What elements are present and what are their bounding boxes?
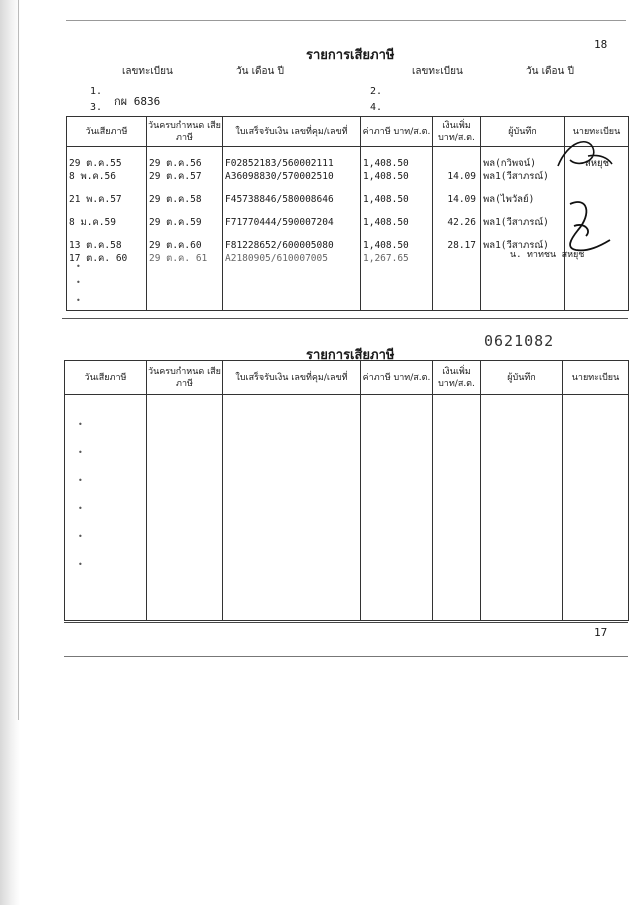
table-row: A2180905/610007005 — [225, 253, 328, 264]
col-header-recorder: ผู้บันทึก — [481, 361, 563, 395]
empty-cell — [433, 395, 481, 621]
empty-cell — [361, 395, 433, 621]
table-row: พล(กวิพจน์) — [483, 158, 536, 169]
tax-table-bottom — [64, 360, 629, 621]
margin-dot: • — [78, 560, 83, 569]
margin-dot: • — [76, 296, 81, 305]
page-bottom-edge — [64, 656, 628, 657]
table-row: F71770444/590007204 — [225, 217, 334, 228]
table-row: 17 ต.ค. 60 — [69, 253, 128, 264]
margin-dot: • — [78, 476, 83, 485]
col-header-due-date: วันครบกำหนด เสียภาษี — [147, 117, 223, 147]
table-row: 1,267.65 — [363, 253, 409, 264]
top-rule — [66, 20, 626, 21]
col-header-paid-date: วันเสียภาษี — [67, 117, 147, 147]
margin-dot: • — [78, 504, 83, 513]
table-row: 1,408.50 — [363, 158, 409, 169]
label-plate-right: เลขทะเบียน — [412, 66, 463, 77]
table-row: พล1(วีสาภรณ์) — [483, 217, 549, 228]
margin-dot: • — [76, 262, 81, 271]
col-header-due-date: วันครบกำหนด เสียภาษี — [147, 361, 223, 395]
page-number-bottom: 17 — [594, 626, 608, 639]
registrar-signature-1 — [548, 136, 618, 176]
page-number-top: 18 — [594, 38, 608, 51]
table-row: 13 ต.ค.58 — [69, 240, 122, 251]
table-row: 8 ม.ค.59 — [69, 217, 116, 228]
empty-cell — [563, 395, 629, 621]
table-row: 28.17 — [447, 240, 476, 251]
table-row: 29 ต.ค.58 — [149, 194, 202, 205]
table-row: พล(ไพวัลย์) — [483, 194, 535, 205]
margin-dot: • — [78, 448, 83, 457]
table-row: 29 ต.ค.57 — [149, 171, 202, 182]
registrar-note: สหยุช — [585, 158, 610, 169]
empty-cell — [481, 395, 563, 621]
table-row: 1,408.50 — [363, 194, 409, 205]
table-row: 42.26 — [447, 217, 476, 228]
col-surcharge — [433, 147, 481, 311]
scan-edge — [0, 0, 20, 905]
entry-3-number: 3. — [90, 102, 103, 113]
col-header-receipt: ใบเสร็จรับเงิน เลขที่คุม/เลขที่ — [223, 361, 361, 395]
entry-1-value: กผ 6836 — [114, 95, 161, 108]
margin-dot: • — [78, 532, 83, 541]
table-row: F81228652/600005080 — [225, 240, 334, 251]
serial-number: 0621082 — [484, 332, 555, 350]
label-plate-left: เลขทะเบียน — [122, 66, 173, 77]
col-receipt — [223, 147, 361, 311]
section-divider — [62, 318, 628, 319]
tax-table-top — [66, 116, 629, 311]
entry-2-number: 2. — [370, 86, 383, 97]
margin-dot: • — [78, 420, 83, 429]
col-header-registrar: นายทะเบียน — [563, 361, 629, 395]
registrar-note-2: น. ทาทชน สหยุช — [510, 250, 585, 260]
margin-dot: • — [76, 278, 81, 287]
col-header-surcharge: เงินเพิ่ม บาท/ส.ต. — [433, 117, 481, 147]
col-header-recorder: ผู้บันทึก — [481, 117, 565, 147]
table-row: 21 พ.ค.57 — [69, 194, 122, 205]
table-row: 14.09 — [447, 194, 476, 205]
table-row: F45738846/580008646 — [225, 194, 334, 205]
label-date-left: วัน เดือน ปี — [236, 66, 284, 77]
col-header-receipt: ใบเสร็จรับเงิน เลขที่คุม/เลขที่ — [223, 117, 361, 147]
col-header-registrar: นายทะเบียน — [565, 117, 629, 147]
col-header-surcharge: เงินเพิ่ม บาท/ส.ต. — [433, 361, 481, 395]
table-row: 29 ต.ค. 61 — [149, 253, 208, 264]
bottom-rule — [64, 622, 628, 623]
table-row: 1,408.50 — [363, 217, 409, 228]
table-row: 1,408.50 — [363, 240, 409, 251]
section-title-top: รายการเสียภาษี — [306, 48, 395, 63]
table-row: 29 ต.ค.56 — [149, 158, 202, 169]
table-row: 8 พ.ค.56 — [69, 171, 116, 182]
entry-1-number: 1. — [90, 86, 103, 97]
col-header-paid-date: วันเสียภาษี — [65, 361, 147, 395]
table-row: 29 ต.ค.60 — [149, 240, 202, 251]
table-row: 1,408.50 — [363, 171, 409, 182]
table-row: พล1(วีสาภรณ์) — [483, 240, 549, 251]
empty-cell — [65, 395, 147, 621]
table-row — [433, 252, 476, 265]
col-due-date — [147, 147, 223, 311]
table-row: A36098830/570002510 — [225, 171, 334, 182]
table-row: 14.09 — [447, 171, 476, 182]
table-row: 29 ต.ค.55 — [69, 158, 122, 169]
table-row: 29 ต.ค.59 — [149, 217, 202, 228]
section-title-bottom: รายการเสียภาษี — [306, 348, 395, 363]
empty-cell — [223, 395, 361, 621]
label-date-right: วัน เดือน ปี — [526, 66, 574, 77]
table-row: พล1(วีสาภรณ์) — [483, 171, 549, 182]
empty-cell — [147, 395, 223, 621]
scan-shadow — [18, 0, 19, 720]
col-tax — [361, 147, 433, 311]
table-row — [433, 157, 476, 170]
registrar-signature-2 — [548, 196, 618, 258]
col-header-tax: ค่าภาษี บาท/ส.ต. — [361, 117, 433, 147]
col-header-tax: ค่าภาษี บาท/ส.ต. — [361, 361, 433, 395]
entry-4-number: 4. — [370, 102, 383, 113]
table-row: F02852183/560002111 — [225, 158, 334, 169]
